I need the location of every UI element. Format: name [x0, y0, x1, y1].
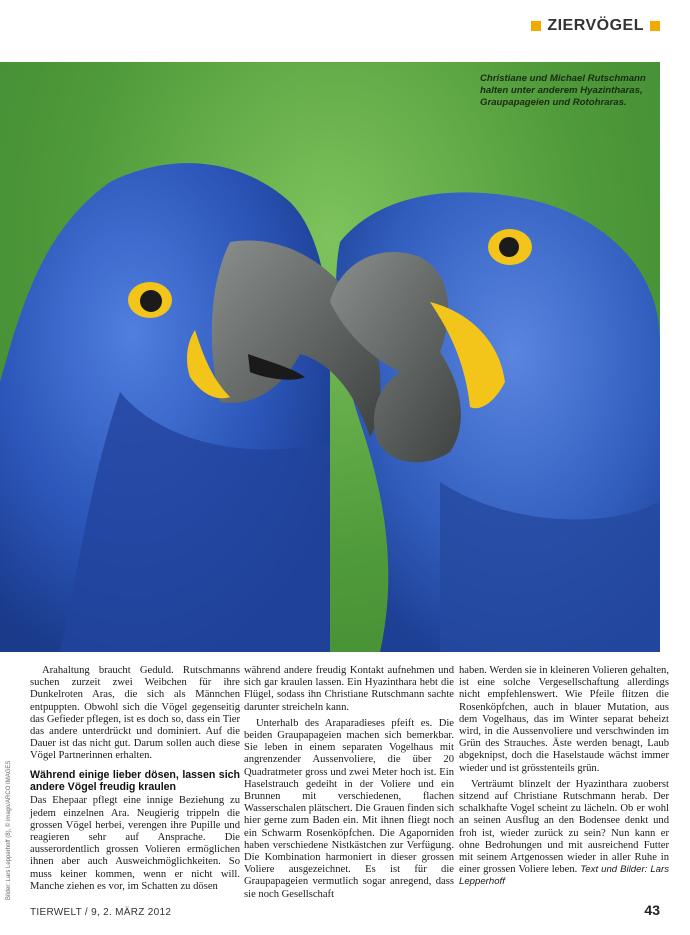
section-header — [531, 17, 660, 35]
section-marker-left — [531, 21, 541, 31]
article-column-2 — [244, 665, 454, 905]
paragraph: Arahaltung braucht Geduld. Rutschmanns suchen zurzeit zwei Weibchen für ihre Dunkelroten Aras, die sich als Männchen entpuppten. Obwohl sich die Vögel gegenseitig das Gefieder pflegen, ist es doch so, dass ein Tier das andere unterdrückt und dominiert. Auf die Dauer ist das nicht gut. Darum sollen auch diese Vögel Partnerinnen erhalten. — [30, 665, 240, 762]
paragraph-text: Verträumt blinzelt der Hyazinthara zuoberst sitzend auf Christiane Rutschmann herab. Der schalkhafte Vogel scheint zu lächeln. Ob er wohl an seinen Ausflug an den Bodensee denkt und froh ist, wieder zurück zu sein? Nun kann er ohne Bedrohungen und mit ausreichend Futter mit seinem Artgenossen wieder in aller Ruhe in einer grossen Voliere leben. — [459, 778, 669, 876]
paragraph: haben. Werden sie in kleineren Volieren gehalten, ist eine solche Vergesellschaftung allerdings nicht empfehlenswert. Wie Pfeile flitzen die Rosenköpfchen, auch in blauer Mutation, aus dem Vogelhaus, das im Winter separat beheizt wird, in die Aussenvoliere und verschwinden im Grün des Strauches. Äste werden benagt, Laub abgeknipst, doch die Haselstaude wächst immer wieder und ist grösstenteils grün. — [459, 665, 669, 774]
paragraph: während andere freudig Kontakt aufnehmen und sich gar kraulen lassen. Ein Hyazinthara hebt die Flügel, sodass ihn Christiane Rutschmann sachte darunter streicheln kann. — [244, 665, 454, 713]
subheading: Während einige lieber dösen, lassen sich andere Vögel freudig kraulen — [30, 768, 240, 794]
macaw-photo — [0, 62, 660, 652]
issue-info: TIERWELT / 9, 2. MÄRZ 2012 — [30, 907, 172, 918]
author-signature: Text und Bilder: Lars Lepperhoff — [459, 864, 670, 888]
paragraph — [459, 779, 669, 889]
paragraph: Das Ehepaar pflegt eine innige Beziehung zu jedem einzelnen Ara. Neugierig trippeln die grossen Vögel herbei, verengen ihre Pupille und reagieren sehr auf Ansprache. Die ausserordentlich grossen Volieren ermöglichen ihnen aber auch Ausweichmöglichkeiten. So muss keiner kommen, wenn er nicht will. Manche ziehen es vor, im Schatten zu dösen — [30, 795, 240, 892]
photo-credit: Bilder: Lars Lepperhoff (8), © imago/ARCO IMAGES — [6, 760, 12, 900]
paragraph: Unterhalb des Araparadieses pfeift es. Die beiden Graupapageien machen sich bemerkbar. Sie leben in einem separaten Vogelhaus mit angrenzender Aussenvoliere, die über 20 Quadratmeter gross und zwei Meter hoch ist. Ein Haselstrauch gedeiht in der Voliere und ein Brunnen mit verschiedenen, flachen Wasserschalen plätschert. Die Grauen finden sich hier gerne zum Baden ein. Mit ihnen fliegt noch ein Schwarm Rosenköpfchen. Die Agaporniden haben verschiedene Nistkästchen zur Verfügung. Die Kombination harmoniert in dieser grossen Voliere ausgezeichnet. Es ist für die Graupapageien vermutlich sogar anregend, dass sie noch Gesellschaft — [244, 717, 454, 900]
article-column-1 — [30, 665, 240, 897]
section-title: ZIERVÖGEL — [547, 17, 644, 34]
article-column-3 — [459, 665, 669, 893]
section-marker-right — [650, 21, 660, 31]
photo-caption: Christiane und Michael Rutschmann halten unter anderem Hyazintharas, Graupapageien und Rotohraras. — [480, 73, 646, 108]
page-number: 43 — [644, 902, 660, 918]
hyacinth-macaws-illustration — [0, 62, 660, 652]
